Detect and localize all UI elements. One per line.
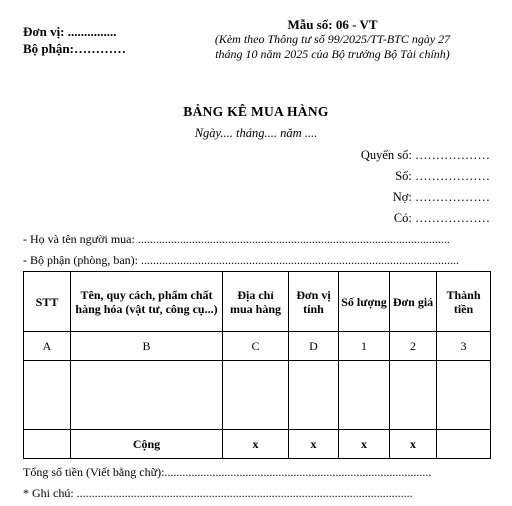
document-title: BẢNG KÊ MUA HÀNG xyxy=(183,104,329,119)
code-cell: 2 xyxy=(390,332,437,361)
code-cell: A xyxy=(24,332,71,361)
table-cell xyxy=(71,361,223,430)
code-cell: B xyxy=(71,332,223,361)
col-header-unit: Đơn vị tính xyxy=(289,272,339,332)
col-header-address: Địa chỉ mua hàng xyxy=(223,272,289,332)
table-header-row xyxy=(24,272,491,332)
total-cell: x xyxy=(289,430,339,459)
code-cell: C xyxy=(223,332,289,361)
table-blank-row xyxy=(24,361,491,430)
total-cell: x xyxy=(390,430,437,459)
table-cell xyxy=(223,361,289,430)
table-cell xyxy=(339,361,390,430)
table-code-row xyxy=(24,332,491,361)
col-header-stt: STT xyxy=(24,272,71,332)
header-left xyxy=(23,23,126,57)
total-label: Cộng xyxy=(71,430,223,459)
code-cell: D xyxy=(289,332,339,361)
unit-label: Đơn vị: ............... xyxy=(23,24,117,39)
total-cell: x xyxy=(339,430,390,459)
date-line: Ngày.... tháng.... năm .... xyxy=(194,126,318,140)
total-in-words-field: Tổng số tiền (Viết bằng chữ):......................................................................................... xyxy=(23,465,432,479)
table-total-row xyxy=(24,430,491,459)
col-header-amount: Thành tiền xyxy=(437,272,491,332)
department-field: - Bộ phận (phòng, ban): .......................................................................................................... xyxy=(23,253,459,267)
book-number-field: Quyển số: ……………… xyxy=(360,148,490,162)
col-header-unit-price: Đơn giá xyxy=(390,272,437,332)
circular-note: (Kèm theo Thông tư số 99/2025/TT-BTC ngày 27 tháng 10 năm 2025 của Bộ trưởng Bộ Tài chính) xyxy=(214,32,451,61)
col-header-quantity: Số lượng xyxy=(339,272,390,332)
purchase-table xyxy=(23,271,491,459)
buyer-name-field: - Họ và tên người mua: ........................................................................................................ xyxy=(23,232,450,246)
document-number-field: Số: ……………… xyxy=(395,169,490,183)
table-cell xyxy=(390,361,437,430)
credit-account-field: Có: ……………… xyxy=(393,211,490,225)
department-label: Bộ phận:………… xyxy=(23,41,126,56)
table-cell xyxy=(24,361,71,430)
total-cell xyxy=(24,430,71,459)
form-code: Mẫu số: 06 - VT xyxy=(287,17,378,32)
table-cell xyxy=(437,361,491,430)
table-cell xyxy=(289,361,339,430)
total-cell xyxy=(437,430,491,459)
header-right xyxy=(205,17,460,62)
debit-account-field: Nợ: ……………… xyxy=(392,190,490,204)
col-header-item-name: Tên, quy cách, phẩm chất hàng hóa (vật tư, công cụ...) xyxy=(71,272,223,332)
code-cell: 3 xyxy=(437,332,491,361)
total-cell: x xyxy=(223,430,289,459)
code-cell: 1 xyxy=(339,332,390,361)
note-field: * Ghi chú: ................................................................................................................ xyxy=(23,486,413,500)
